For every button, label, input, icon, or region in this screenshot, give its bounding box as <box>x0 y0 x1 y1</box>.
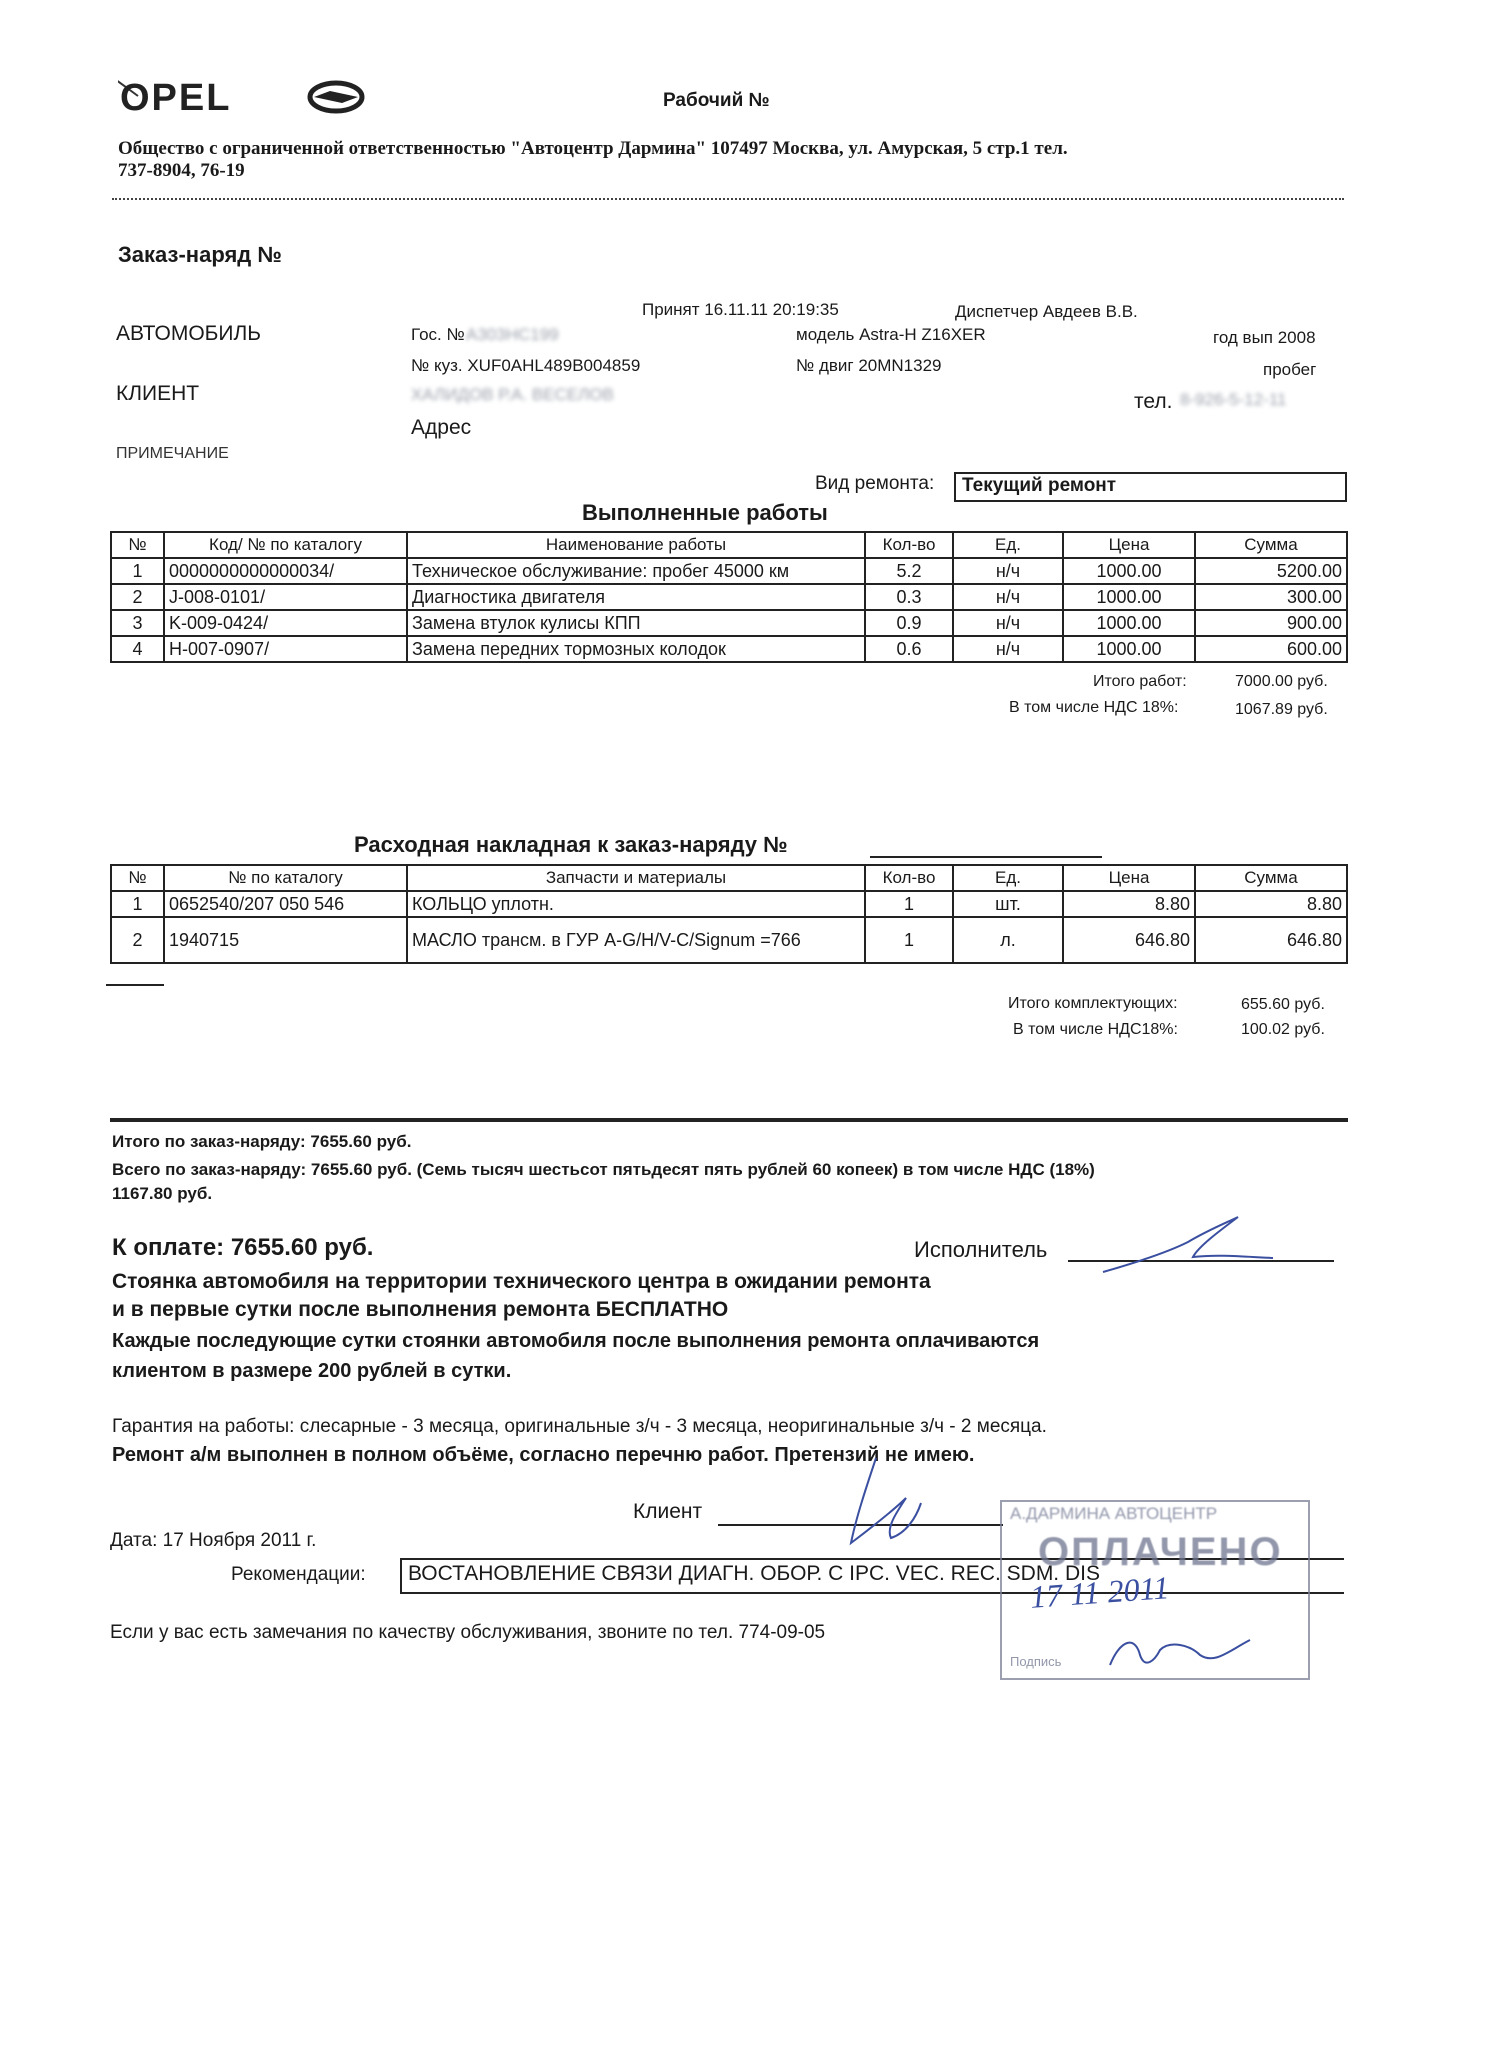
company-line-1: Общество с ограниченной ответственностью "Автоцентр Дармина" 107497 Москва, ул. Амурская, 5 стр.1 тел. <box>118 138 1068 159</box>
engine-number: № двиг 20MN1329 <box>796 356 942 375</box>
works-cell: 5200.00 <box>1195 558 1347 584</box>
works-vat-value: 1067.89 руб. <box>1235 701 1328 718</box>
recommendations-value: ВОСТАНОВЛЕНИЕ СВЯЗИ ДИАГН. ОБОР. С IPC. VEC. REC. SDM. DIS <box>400 1558 1344 1594</box>
note-label: ПРИМЕЧАНИЕ <box>116 445 229 462</box>
works-cell: Замена втулок кулисы КПП <box>407 610 865 636</box>
parts-cell: МАСЛО трансм. в ГУР A-G/H/V-C/Signum =766 <box>407 917 865 963</box>
parts-cell: 8.80 <box>1063 891 1195 917</box>
works-cell: н/ч <box>953 636 1063 662</box>
order-grand-vat: 1167.80 руб. <box>112 1184 213 1203</box>
client-label: КЛИЕНТ <box>116 382 200 405</box>
parts-cell: шт. <box>953 891 1063 917</box>
company-line-2: 737-8904, 76-19 <box>118 160 245 181</box>
works-cell: 1000.00 <box>1063 558 1195 584</box>
client-name: ХАЛИДОВ Р.А. ВЕСЕЛОВ <box>411 385 614 404</box>
works-cell: 300.00 <box>1195 584 1347 610</box>
works-cell: 4 <box>111 636 164 662</box>
parts-vat-label: В том числе НДС18%: <box>1013 1021 1178 1038</box>
warranty-text: Гарантия на работы: слесарные - 3 месяца, оригинальные з/ч - 3 месяца, неоригинальные з/ч - 2 месяца. <box>112 1416 1047 1437</box>
works-col-price: Цена <box>1063 532 1195 558</box>
works-total-value: 7000.00 руб. <box>1235 673 1328 690</box>
phone-label: тел. <box>1134 390 1173 413</box>
works-cell: 5.2 <box>865 558 953 584</box>
repair-type-value: Текущий ремонт <box>954 472 1347 502</box>
works-col-unit: Ед. <box>953 532 1063 558</box>
parts-cell: л. <box>953 917 1063 963</box>
address-label: Адрес <box>411 416 472 439</box>
parts-cell: 646.80 <box>1195 917 1347 963</box>
works-cell: н/ч <box>953 610 1063 636</box>
executor-signature <box>1098 1212 1278 1282</box>
parts-total-value: 655.60 руб. <box>1241 996 1325 1013</box>
car-label: АВТОМОБИЛЬ <box>116 322 262 345</box>
works-header-row <box>111 532 1347 558</box>
body-number: № куз. XUF0AHL489B004859 <box>411 356 641 375</box>
feedback-text: Если у вас есть замечания по качеству обслуживания, звоните по тел. 774-09-05 <box>110 1622 826 1643</box>
works-cell: 0000000000000034/ <box>164 558 407 584</box>
executor-label: Исполнитель <box>914 1237 1048 1262</box>
parts-total-label: Итого комплектующих: <box>1008 995 1178 1012</box>
plate-value: А303НС199 <box>466 325 559 344</box>
accepted-datetime: Принят 16.11.11 20:19:35 <box>642 300 839 319</box>
works-col-sum: Сумма <box>1195 532 1347 558</box>
table-row <box>111 558 1347 584</box>
summary-divider <box>110 1118 1348 1122</box>
parts-col-price: Цена <box>1063 865 1195 891</box>
table-row <box>111 891 1347 917</box>
works-cell: 3 <box>111 610 164 636</box>
recommendations-label: Рекомендации: <box>231 1564 366 1585</box>
works-cell: н/ч <box>953 584 1063 610</box>
order-total: Итого по заказ-наряду: 7655.60 руб. <box>112 1132 412 1151</box>
parts-cell: КОЛЬЦО уплотн. <box>407 891 865 917</box>
works-cell: H-007-0907/ <box>164 636 407 662</box>
phone-value: 8-926-5-12-11 <box>1180 390 1287 409</box>
parts-cell: 0652540/207 050 546 <box>164 891 407 917</box>
parking-text-3: Каждые последующие сутки стоянки автомобиля после выполнения ремонта оплачиваются <box>112 1330 1040 1352</box>
stamp-handwritten-date: 17 11 2011 <box>1028 1569 1171 1615</box>
parts-col-sum: Сумма <box>1195 865 1347 891</box>
parts-cell: 2 <box>111 917 164 963</box>
works-cell: 900.00 <box>1195 610 1347 636</box>
parts-header-row <box>111 865 1347 891</box>
works-cell: 1 <box>111 558 164 584</box>
stamp-signature <box>1100 1620 1260 1680</box>
no-claims-text: Ремонт а/м выполнен в полном объёме, согласно перечню работ. Претензий не имею. <box>112 1444 975 1466</box>
works-cell: 1000.00 <box>1063 636 1195 662</box>
order-grand-total: Всего по заказ-наряду: 7655.60 руб. (Семь тысяч шестьсот пятьдесят пять рублей 60 копеек) в том числе НДС (18%) <box>112 1160 1095 1179</box>
works-cell: Замена передних тормозных колодок <box>407 636 865 662</box>
dispatcher: Диспетчер Авдеев В.В. <box>955 302 1138 321</box>
parts-table <box>110 864 1348 964</box>
amount-to-pay: К оплате: 7655.60 руб. <box>112 1234 374 1261</box>
table-row <box>111 636 1347 662</box>
car-model: модель Astra-H Z16XER <box>796 325 986 344</box>
works-cell: 600.00 <box>1195 636 1347 662</box>
works-col-code: Код/ № по каталогу <box>164 532 407 558</box>
works-table <box>110 531 1348 663</box>
parts-col-catalog: № по каталогу <box>164 865 407 891</box>
stamp-signature-label: Подпись <box>1010 1654 1062 1669</box>
parts-underline <box>106 984 164 986</box>
works-cell: K-009-0424/ <box>164 610 407 636</box>
order-title: Заказ-наряд № <box>118 242 282 267</box>
stamp-paid-text: ОПЛАЧЕНО <box>1038 1530 1283 1574</box>
parts-col-name: Запчасти и материалы <box>407 865 865 891</box>
works-cell: 0.9 <box>865 610 953 636</box>
mileage-label: пробег <box>1263 360 1317 379</box>
works-cell: н/ч <box>953 558 1063 584</box>
parts-number-blank <box>870 856 1102 858</box>
document-date: Дата: 17 Ноября 2011 г. <box>110 1530 317 1551</box>
parts-title: Расходная накладная к заказ-наряду № <box>354 832 788 857</box>
parts-col-unit: Ед. <box>953 865 1063 891</box>
opel-logo <box>118 74 378 120</box>
works-title: Выполненные работы <box>582 500 828 525</box>
parts-cell: 8.80 <box>1195 891 1347 917</box>
parts-col-qty: Кол-во <box>865 865 953 891</box>
parking-text-1: Стоянка автомобиля на территории технического центра в ожидании ремонта <box>112 1270 931 1293</box>
works-cell: 0.6 <box>865 636 953 662</box>
table-row <box>111 584 1347 610</box>
works-cell: Техническое обслуживание: пробег 45000 км <box>407 558 865 584</box>
works-cell: J-008-0101/ <box>164 584 407 610</box>
works-vat-label: В том числе НДС 18%: <box>1009 699 1179 716</box>
parts-cell: 1 <box>865 891 953 917</box>
header-divider <box>112 198 1344 200</box>
parts-cell: 646.80 <box>1063 917 1195 963</box>
works-cell: Диагностика двигателя <box>407 584 865 610</box>
works-cell: 1000.00 <box>1063 584 1195 610</box>
repair-type-label: Вид ремонта: <box>815 473 935 494</box>
works-cell: 1000.00 <box>1063 610 1195 636</box>
parts-cell: 1 <box>111 891 164 917</box>
logo-text: OPEL <box>120 77 232 119</box>
parking-text-2: и в первые сутки после выполнения ремонта БЕСПЛАТНО <box>112 1298 729 1321</box>
parts-cell: 1940715 <box>164 917 407 963</box>
client-signature <box>836 1448 936 1558</box>
works-total-label: Итого работ: <box>1093 673 1187 690</box>
works-cell: 0.3 <box>865 584 953 610</box>
works-col-name: Наименование работы <box>407 532 865 558</box>
stamp-org-text: А.ДАРМИНА АВТОЦЕНТР <box>1010 1504 1218 1523</box>
table-row <box>111 610 1347 636</box>
parts-cell: 1 <box>865 917 953 963</box>
page-title: Рабочий № <box>663 90 770 111</box>
works-col-num: № <box>111 532 164 558</box>
plate-label: Гос. № <box>411 325 465 344</box>
works-cell: 2 <box>111 584 164 610</box>
parking-text-4: клиентом в размере 200 рублей в сутки. <box>112 1360 512 1382</box>
parts-vat-value: 100.02 руб. <box>1241 1021 1325 1038</box>
client-sign-label: Клиент <box>633 1500 703 1523</box>
parts-col-num: № <box>111 865 164 891</box>
works-col-qty: Кол-во <box>865 532 953 558</box>
table-row <box>111 917 1347 963</box>
car-year: год вып 2008 <box>1213 328 1316 347</box>
